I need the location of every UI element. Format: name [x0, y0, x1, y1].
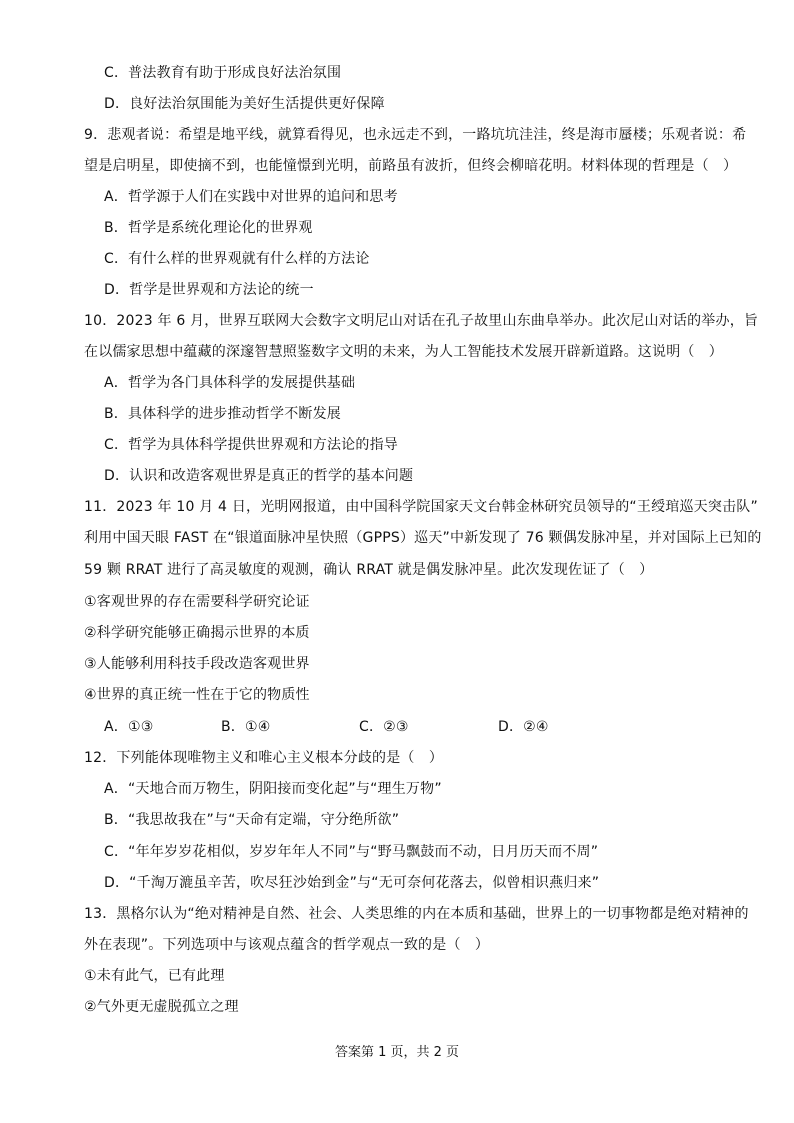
q11-option-c: C．②③: [359, 719, 409, 735]
q8-option-d: D．良好法治氛围能为美好生活提供更好保障: [104, 96, 385, 112]
q10-stem-line-1: 10．2023 年 6 月，世界互联网大会数字文明尼山对话在孔子故里山东曲阜举办。此次尼山对话的举办，旨: [84, 313, 759, 329]
q9-option-b: B．哲学是系统化理论化的世界观: [104, 220, 313, 236]
q11-statement-3: ③人能够利用科技手段改造客观世界: [84, 656, 310, 672]
q11-stem-line-1: 11．2023 年 10 月 4 日，光明网报道，由中国科学院国家天文台韩金林研究员领导的“王绶琯巡天突击队”: [84, 499, 758, 515]
q10-option-b: B．具体科学的进步推动哲学不断发展: [104, 406, 342, 422]
q10-stem-line-2: 在以儒家思想中蕴藏的深邃智慧照鉴数字文明的未来，为人工智能技术发展开辟新道路。这说明（ ）: [84, 344, 723, 360]
q10-option-a: A．哲学为各门具体科学的发展提供基础: [104, 375, 356, 391]
page-footer: 答案第 1 页，共 2 页: [334, 1045, 460, 1060]
q13-stem-line-2: 外在表现”。下列选项中与该观点蕴含的哲学观点一致的是（ ）: [84, 937, 490, 953]
q10-option-c: C．哲学为具体科学提供世界观和方法论的指导: [104, 437, 398, 453]
q11-statement-2: ②科学研究能够正确揭示世界的本质: [84, 625, 310, 641]
q13-statement-2: ②气外更无虚脱孤立之理: [84, 999, 239, 1015]
q13-statement-1: ①未有此气，已有此理: [84, 968, 225, 984]
q8-option-c: C．普法教育有助于形成良好法治氛围: [104, 65, 342, 81]
q11-statement-1: ①客观世界的存在需要科学研究论证: [84, 594, 310, 610]
q12-option-a: A．“天地合而万物生，阴阳接而变化起”与“理生万物”: [104, 781, 442, 797]
q11-statement-4: ④世界的真正统一性在于它的物质性: [84, 687, 310, 703]
q11-option-d: D．②④: [498, 719, 549, 735]
q11-option-b: B．①④: [221, 719, 271, 735]
q9-option-c: C．有什么样的世界观就有什么样的方法论: [104, 251, 370, 267]
q13-stem-line-1: 13．黑格尔认为“绝对精神是自然、社会、人类思维的内在本质和基础，世界上的一切事物都是绝对精神的: [84, 906, 749, 922]
q12-option-b: B．“我思故我在”与“天命有定端，守分绝所欲”: [104, 812, 400, 828]
q11-options-row: [104, 717, 704, 737]
q11-stem-line-2: 利用中国天眼 FAST 在“银道面脉冲星快照（GPPS）巡天”中新发现了 76 颗偶发脉冲星，并对国际上已知的: [84, 530, 762, 546]
q9-option-a: A．哲学源于人们在实践中对世界的追问和思考: [104, 189, 398, 205]
q11-stem-line-3: 59 颗 RRAT 进行了高灵敏度的观测，确认 RRAT 就是偶发脉冲星。此次发现佐证了（ ）: [84, 562, 654, 578]
q10-option-d: D．认识和改造客观世界是真正的哲学的基本问题: [104, 468, 414, 484]
q12-option-d: D．“千淘万漉虽辛苦，吹尽狂沙始到金”与“无可奈何花落去，似曾相识燕归来”: [104, 875, 600, 891]
q11-option-a: A．①③: [104, 719, 154, 735]
q12-option-c: C．“年年岁岁花相似，岁岁年年人不同”与“野马飘鼓而不动，日月历天而不周”: [104, 844, 599, 860]
q9-stem-line-2: 望是启明星，即使摘不到，也能憧憬到光明，前路虽有波折，但终会柳暗花明。材料体现的哲理是（ ）: [84, 158, 738, 174]
q9-stem-line-1: 9．悲观者说：希望是地平线，就算看得见，也永远走不到，一路坑坑洼洼，终是海市蜃楼；乐观者说：希: [84, 127, 747, 143]
q9-option-d: D．哲学是世界观和方法论的统一: [104, 282, 314, 298]
q12-stem: 12．下列能体现唯物主义和唯心主义根本分歧的是（ ）: [84, 750, 444, 766]
